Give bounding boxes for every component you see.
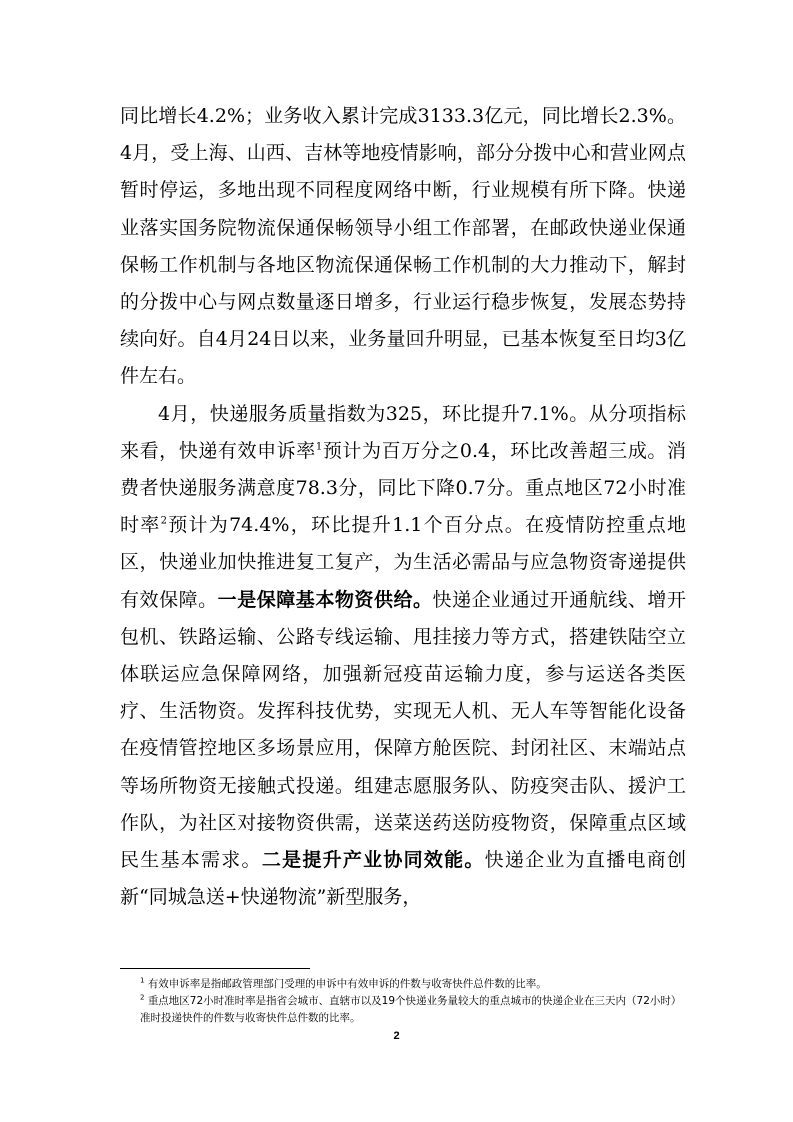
paragraph-text: 快递企业通过开通航线、增开包机、铁路运输、公路专线运输、甩挂接力等方式，搭建铁陆空立体联运应急保障网络，加强新冠疫苗运输力度，参与运送各类医疗、生活物资。发挥科技优势，实现无人机、无人车等智能化设备在疫情管控地区多场景应用，保障方舱医院、封闭社区、末端站点等场所物资无接触式投递。组建志愿服务队、防疫突击队、援沪工作队，为社区对接物资供需，送菜送药送防疫物资，保障重点区域民生基本需求。 — [120, 588, 686, 872]
footnote-2 — [120, 993, 686, 1027]
paragraph-quality-index — [120, 396, 686, 917]
paragraph-continuation: 同比增长4.2%；业务收入累计完成3133.3亿元，同比增长2.3%。4月，受上海、山西、吉林等地疫情影响，部分分拨中心和营业网点暂时停运，多地出现不同程度网络中断，行业规模有所下降。快递业落实国务院物流保通保畅领导小组工作部署，在邮政快递业保通保畅工作机制与各地区物流保通保畅工作机制的大力推动下，解封的分拨中心与网点数量逐日增多，行业运行稳步恢复，发展态势持续向好。自4月24日以来，业务量回升明显，已基本恢复至日均3亿件左右。 — [120, 105, 686, 388]
paragraph-text: 预计为74.4%，环比提升1.1个百分点。在疫情防控重点地区，快递业加快推进复工复产，为生活必需品与应急物资寄递提供有效保障。 — [120, 514, 686, 611]
footnote-divider — [120, 968, 310, 969]
footnote-marker: 2 — [140, 993, 145, 1002]
footnotes — [120, 976, 686, 1027]
body-text — [120, 98, 686, 916]
paragraph-text: 预计为百万分之0.4，环比改善超三成。消费者快递服务满意度78.3分，同比下降0.7分。重点地区72小时准时率 — [120, 439, 686, 537]
paragraph-text: 4月，快递服务质量指数为325，环比提升7.1%。从分项指标来看，快递有效申诉率 — [120, 402, 686, 462]
footnote-text: 有效申诉率是指邮政管理部门受理的申诉中有效申诉的件数与收寄快件总件数的比率。 — [147, 978, 547, 990]
footnote-text: 重点地区72小时准时率是指省会城市、直辖市以及19个快递业务量较大的重点城市的快递企业在三天内（72小时）准时投递快件的件数与收寄快件总件数的比率。 — [140, 995, 682, 1024]
footnote-ref-1: 1 — [315, 441, 323, 453]
footnote-ref-2: 2 — [160, 515, 167, 527]
paragraph-text: 快递企业为直播电商创新“同城急送+快递物流”新型服务， — [120, 849, 686, 909]
footnote-1 — [120, 976, 686, 993]
page-number: 2 — [393, 1030, 400, 1042]
bold-heading-synergy: 二是提升产业协同效能。 — [261, 849, 485, 872]
footnote-marker: 1 — [140, 976, 145, 985]
bold-heading-supply: 一是保障基本物资供给。 — [217, 588, 433, 611]
